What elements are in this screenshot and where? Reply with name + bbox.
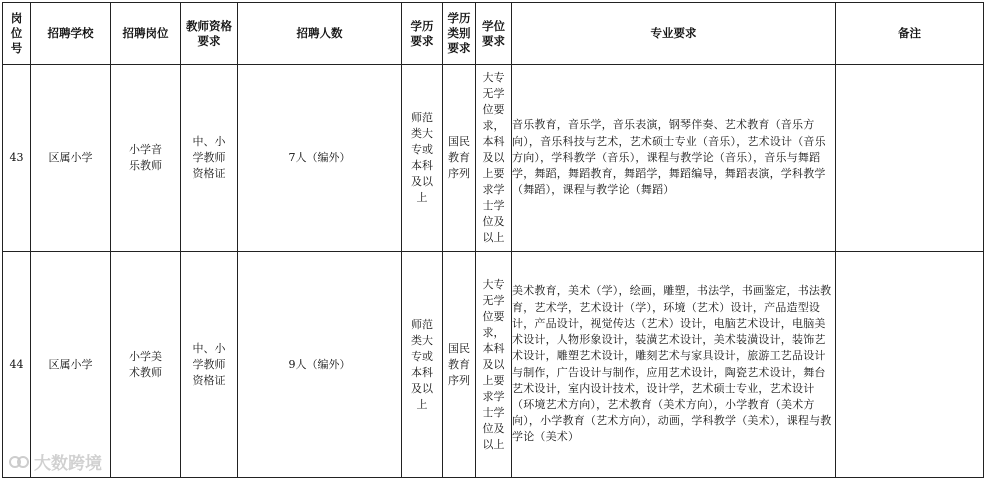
cell-count: 9人（编外） (238, 252, 402, 478)
cell-remark (836, 252, 984, 478)
cell-post-no: 44 (3, 252, 31, 478)
cell-cert: 中、小学教师资格证 (181, 252, 238, 478)
header-remark: 备注 (836, 3, 984, 65)
cell-edu: 师范类大专或本科及以上 (402, 252, 443, 478)
header-post-no: 岗位号 (3, 3, 31, 65)
cell-cert: 中、小学教师资格证 (181, 65, 238, 252)
cell-remark (836, 65, 984, 252)
header-major: 专业要求 (512, 3, 836, 65)
cell-position: 小学美术教师 (111, 252, 181, 478)
header-cert: 教师资格要求 (181, 3, 238, 65)
header-edu-type: 学历类别要求 (443, 3, 476, 65)
table-row (3, 65, 984, 252)
header-edu: 学历要求 (402, 3, 443, 65)
watermark-text: 大数跨境 (34, 454, 102, 474)
table-row (3, 252, 984, 478)
watermark (8, 449, 102, 474)
header-position: 招聘岗位 (111, 3, 181, 65)
header-school: 招聘学校 (31, 3, 111, 65)
header-row (3, 3, 984, 65)
cell-school: 区属小学 (31, 65, 111, 252)
header-count: 招聘人数 (238, 3, 402, 65)
cell-count: 7人（编外） (238, 65, 402, 252)
cell-degree: 大专无学位要求，本科及以上要求学士学位及以上 (476, 65, 512, 252)
cell-degree: 大专无学位要求，本科及以上要求学士学位及以上 (476, 252, 512, 478)
cell-major: 音乐教育，音乐学，音乐表演，钢琴伴奏、艺术教育（音乐方向），音乐科技与艺术，艺术硕士专业（音乐），艺术设计（音乐方向），学科教学（音乐），课程与教学论（音乐），音乐与舞蹈学，舞蹈，舞蹈教育，舞蹈学，舞蹈编导，舞蹈表演，学科教学（舞蹈），课程与教学论（舞蹈） (512, 65, 836, 252)
cell-school: 区属小学 (31, 252, 111, 478)
cell-major: 美术教育，美术（学），绘画，雕塑，书法学，书画鉴定，书法教育，艺术学，艺术设计（学），环境（艺术）设计，产品造型设计，产品设计，视觉传达（艺术）设计，电脑艺术设计，电脑美术设计，人物形象设计，装潢艺术设计，美术装潢设计，装饰艺术设计，雕塑艺术设计，雕刻艺术与家具设计，旅游工艺品设计与制作，广告设计与制作，应用艺术设计，陶瓷艺术设计，舞台艺术设计，室内设计技术，设计学，艺术硕士专业，艺术设计（环境艺术方向），艺术教育（美术方向），小学教育（美术方向），小学教育（艺术方向），动画，学科教学（美术），课程与教学论（美术） (512, 252, 836, 478)
cell-edu: 师范类大专或本科及以上 (402, 65, 443, 252)
cell-edu-type: 国民教育序列 (443, 65, 476, 252)
header-degree: 学位要求 (476, 3, 512, 65)
cell-edu-type: 国民教育序列 (443, 252, 476, 478)
recruitment-table (2, 2, 984, 478)
watermark-logo-icon (8, 453, 30, 471)
cell-position: 小学音乐教师 (111, 65, 181, 252)
cell-post-no: 43 (3, 65, 31, 252)
